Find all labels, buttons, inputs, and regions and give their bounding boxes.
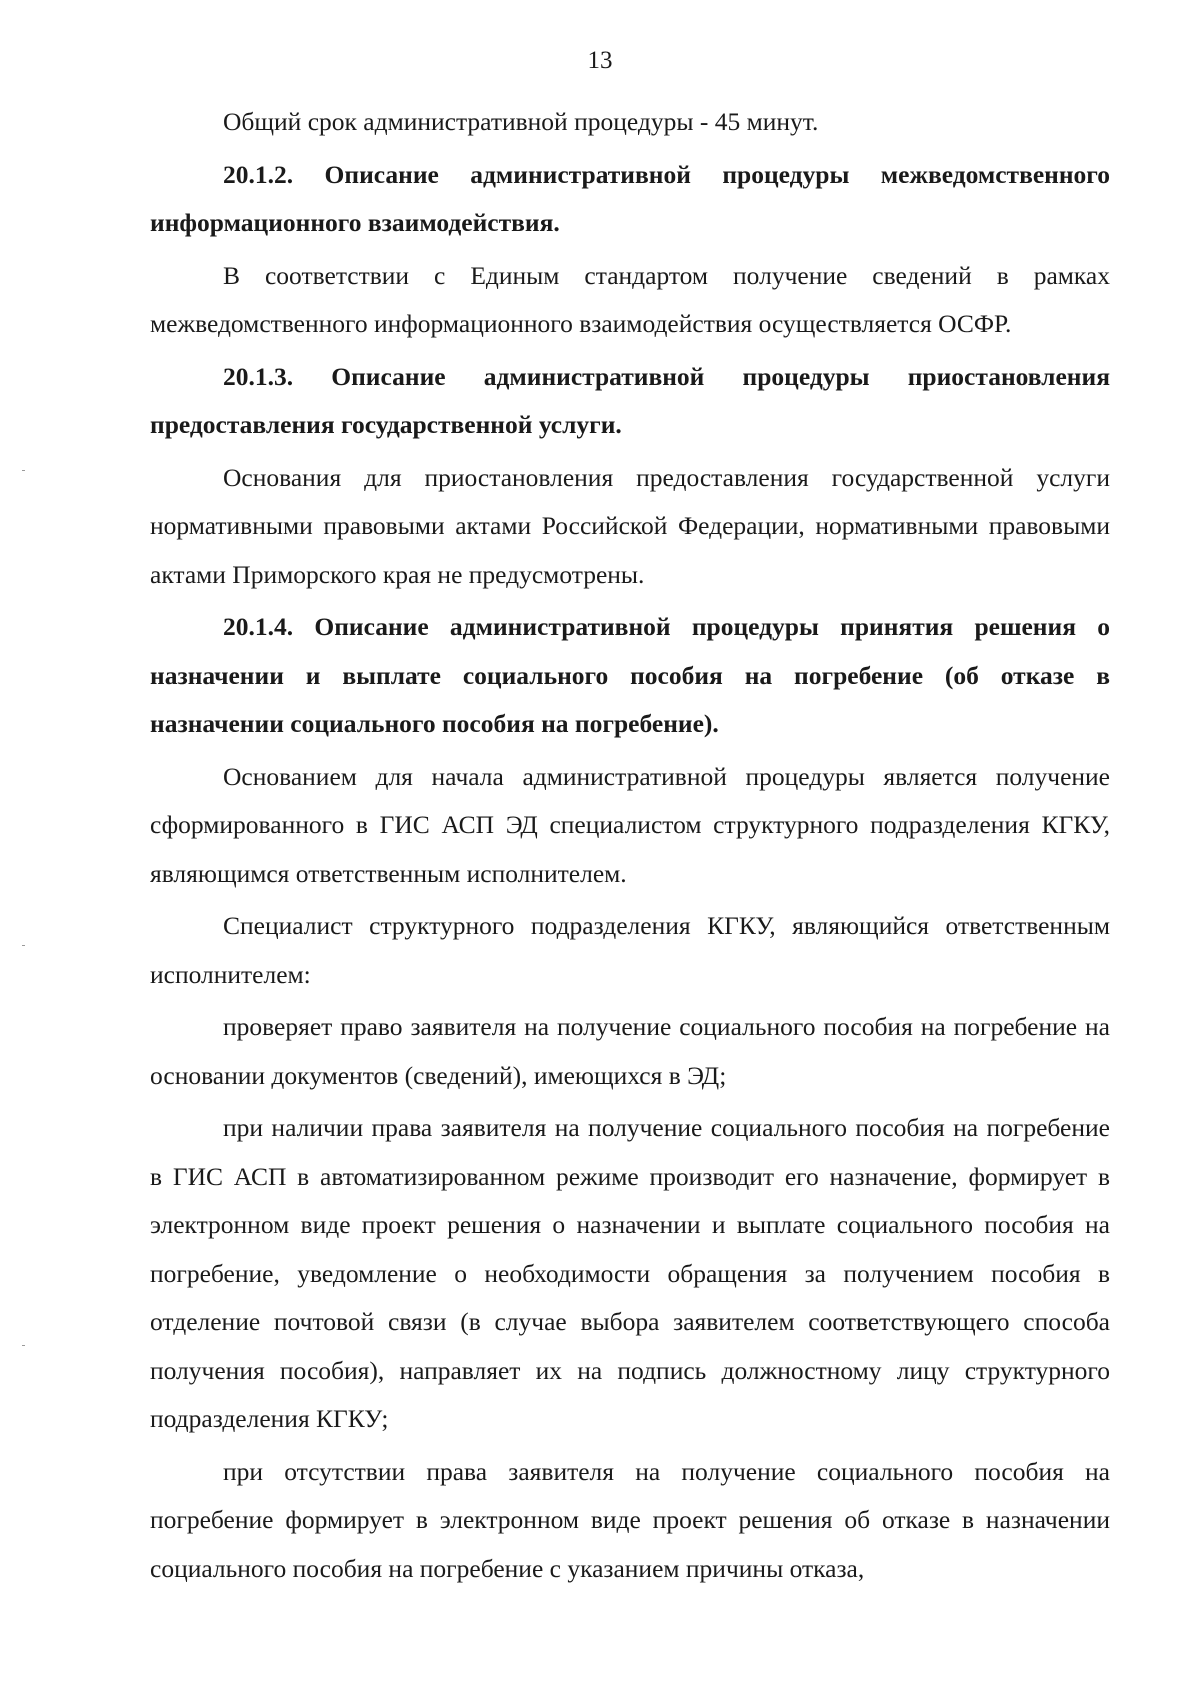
paragraph-interagency-info: В соответствии с Единым стандартом получение сведений в рамках межведомственного информационного взаимодействия осуществляется ОСФР.: [150, 260, 1110, 338]
heading-20-1-2: 20.1.2. Описание административной процедуры межведомственного информационного взаимодействия.: [150, 159, 1110, 237]
scan-mark: [22, 470, 25, 471]
document-body: [150, 98, 1110, 1593]
paragraph-specialist-intro: Специалист структурного подразделения КГКУ, являющийся ответственным исполнителем:: [150, 911, 1110, 989]
heading-20-1-3: 20.1.3. Описание административной процедуры приостановления предоставления государственной услуги.: [150, 361, 1110, 439]
paragraph-suspension-grounds: Основания для приостановления предоставления государственной услуги нормативными правовыми актами Российской Федерации, нормативными правовыми актами Приморского края не предусмотрены.: [150, 462, 1110, 589]
paragraph-right-absent: при отсутствии права заявителя на получение социального пособия на погребение формирует в электронном виде проект решения об отказе в назначении социального пособия на погребение с указанием причины отказа,: [150, 1456, 1110, 1583]
paragraph-checks-right: проверяет право заявителя на получение социального пособия на погребение на основании документов (сведений), имеющихся в ЭД;: [150, 1012, 1110, 1090]
paragraph-procedure-basis: Основанием для начала административной процедуры является получение сформированного в ГИС АСП ЭД специалистом структурного подразделения КГКУ, являющимся ответственным исполнителем.: [150, 761, 1110, 888]
heading-20-1-4: 20.1.4. Описание административной процедуры принятия решения о назначении и выплате социального пособия на погребение (об отказе в назначении социального пособия на погребение).: [150, 612, 1110, 738]
paragraph-right-present: при наличии права заявителя на получение социального пособия на погребение в ГИС АСП в автоматизированном режиме производит его назначение, формирует в электронном виде проект решения о назначении и выплате социального пособия на погребение, уведомление о необходимости обращения за получением пособия в отделение почтовой связи (в случае выбора заявителем соответствующего способа получения пособия), направляет их на подпись должностному лицу структурного подразделения КГКУ;: [150, 1113, 1110, 1433]
scan-mark: [22, 945, 25, 946]
page-number: 13: [587, 47, 613, 74]
scan-mark: [22, 1345, 25, 1346]
paragraph-procedure-duration: Общий срок административной процедуры - 45 минут.: [223, 107, 819, 136]
